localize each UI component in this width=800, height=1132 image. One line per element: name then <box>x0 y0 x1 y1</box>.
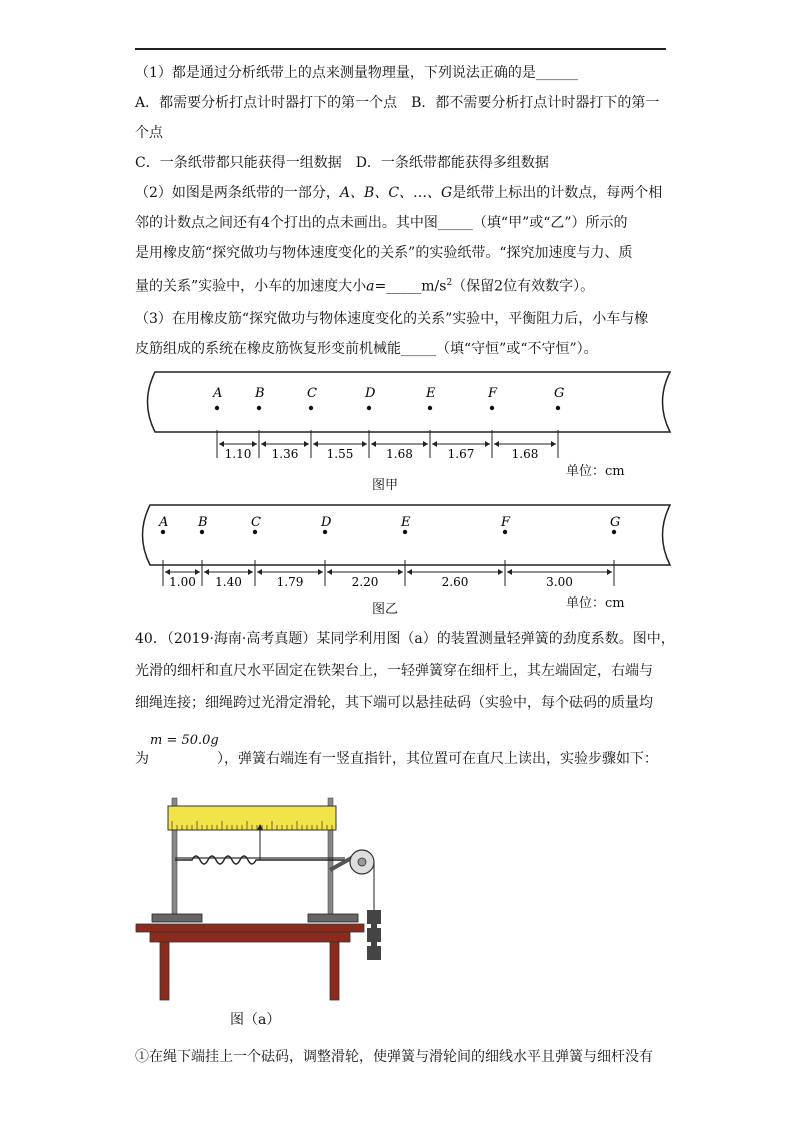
tape-yi <box>143 505 671 589</box>
tape-jia-caption: 图甲 <box>372 478 399 493</box>
tape-jia-arrow <box>261 441 266 447</box>
tape-yi-point-F <box>503 530 507 534</box>
tape-jia-arrow <box>551 441 556 447</box>
tape-yi-point-B <box>200 530 204 534</box>
tape-yi-segment-6: 3.00 <box>546 575 573 589</box>
q40-line4: 为 ），弹簧右端连有一竖直指针，其位置可在直尺上读出，实验步骤如下： <box>135 751 658 767</box>
tape-yi-arrow <box>407 569 412 575</box>
tape-yi-segment-4: 2.20 <box>351 575 379 589</box>
tape-yi-point-E <box>403 530 407 534</box>
tape-yi-arrow <box>248 569 253 575</box>
tape-yi-point-label-D: D <box>321 515 332 530</box>
q40-line1: 40．（2019·海南·高考真题）某同学利用图（a）的装置测量轻弹簧的劲度系数。图中， <box>135 631 675 647</box>
tape-yi-arrow <box>204 569 209 575</box>
tape-jia-arrow <box>371 441 376 447</box>
figure-a-caption: 图（a） <box>230 1012 281 1028</box>
tape-jia-segment-2: 1.36 <box>271 447 299 461</box>
tape-jia-segment-4: 1.68 <box>386 447 413 461</box>
tape-yi-point-label-E: E <box>401 515 411 530</box>
tape-yi-arrow <box>398 569 403 575</box>
tape-yi-segment-3: 1.79 <box>276 575 304 589</box>
tape-yi-segment-1: 1.00 <box>169 575 196 589</box>
tape-jia-point-label-F: F <box>488 386 498 401</box>
tape-yi-arrow <box>327 569 332 575</box>
ruler <box>168 806 336 830</box>
tape-jia-point-G <box>556 406 560 410</box>
tape-jia-point-B <box>257 406 261 410</box>
tape-yi-arrow <box>257 569 262 575</box>
q1-option-ab: A．都需要分析打点计时器打下的第一个点 B．都不需要分析打点计时器打下的第一 <box>135 95 660 111</box>
q1-option-a-cont: 个点 <box>135 125 163 141</box>
tape-jia-point-E <box>428 406 432 410</box>
tape-yi-point-C <box>253 530 257 534</box>
tape-jia-segment-6: 1.68 <box>511 447 539 461</box>
q2-line2: 邻的计数点之间还有4个打出的点未画出。其中图_____（填“甲”或“乙”）所示的 <box>135 215 628 231</box>
tape-yi-point-G <box>612 530 616 534</box>
tape-yi-point-label-A: A <box>159 515 169 530</box>
q2-line1: （2）如图是两条纸带的一部分，A、B、C、…、G是纸带上标出的计数点，每两个相 <box>135 185 663 201</box>
q3-line1: （3）在用橡皮筋“探究做功与物体速度变化的关系”实验中，平衡阻力后，小车与橡 <box>135 311 649 327</box>
q1-stem: （1）都是通过分析纸带上的点来测量物理量，下列说法正确的是______ <box>135 65 578 81</box>
tape-yi-unit: 单位：cm <box>566 596 625 611</box>
tape-jia-segment-3: 1.55 <box>326 447 354 461</box>
tape-yi-point-label-G: G <box>610 515 621 530</box>
tape-yi-arrow <box>607 569 612 575</box>
tape-yi-segment-2: 1.40 <box>215 575 242 589</box>
q3-line2: 皮筋组成的系统在橡皮筋恢复形变前机械能_____（填“守恒”或“不守恒”）。 <box>135 341 598 357</box>
q40-line3: 细绳连接；细绳跨过光滑定滑轮，其下端可以悬挂砝码（实验中，每个砝码的质量均 <box>135 695 653 711</box>
tape-jia-point-D <box>367 406 371 410</box>
tape-jia-point-A <box>215 406 219 410</box>
tape-jia-point-F <box>490 406 494 410</box>
tape-yi-point-A <box>161 530 165 534</box>
tape-jia-point-label-B: B <box>255 386 265 401</box>
tape-yi-arrow <box>498 569 503 575</box>
q2-line4: 量的关系”实验中，小车的加速度大小$a=\_\_\_\_\_m/s^2$（保留2位有效数字）。 <box>135 278 595 295</box>
tape-jia-point-label-C: C <box>307 386 317 401</box>
table <box>136 924 364 1000</box>
tape-yi-point-label-C: C <box>251 515 261 530</box>
tape-jia-unit: 单位：cm <box>566 464 625 479</box>
q40-step1: ①在绳下端挂上一个砝码，调整滑轮，使弹簧与滑轮间的细线水平且弹簧与细杆没有 <box>135 1049 653 1065</box>
hanging-weights <box>367 910 381 960</box>
tape-yi-point-D <box>323 530 327 534</box>
tape-jia-point-C <box>309 406 313 410</box>
tape-jia-arrow <box>494 441 499 447</box>
tape-jia-point-label-G: G <box>554 386 565 401</box>
tape-jia-arrow <box>313 441 318 447</box>
q2-line3: 是用橡皮筋“探究做功与物体速度变化的关系”的实验纸带。“探究加速度与力、质 <box>135 245 633 261</box>
mass-formula: m = 50.0g <box>150 733 219 748</box>
tape-jia-point-label-A: A <box>213 386 223 401</box>
tape-jia-segment-1: 1.10 <box>224 447 252 461</box>
spring <box>175 856 362 864</box>
tape-jia-arrow <box>485 441 490 447</box>
spring-apparatus-figure <box>130 790 400 1005</box>
tape-jia-segment-5: 1.67 <box>447 447 475 461</box>
tape-jia-arrow <box>423 441 428 447</box>
tape-jia-arrow <box>432 441 437 447</box>
tape-yi-segment-5: 2.60 <box>441 575 469 589</box>
tape-jia <box>148 372 671 461</box>
tape-yi-arrow <box>318 569 323 575</box>
tape-yi-point-label-F: F <box>501 515 511 530</box>
tape-jia-point-label-E: E <box>426 386 436 401</box>
pulley <box>330 850 374 874</box>
tape-jia-arrow <box>362 441 367 447</box>
tape-yi-arrow <box>507 569 512 575</box>
tape-jia-arrow <box>304 441 309 447</box>
tape-yi-point-label-B: B <box>198 515 208 530</box>
tape-jia-point-label-D: D <box>365 386 376 401</box>
q1-option-cd: C．一条纸带都只能获得一组数据 D．一条纸带都能获得多组数据 <box>135 155 549 171</box>
tape-yi-caption: 图乙 <box>372 602 399 617</box>
tape-jia-arrow <box>219 441 224 447</box>
tape-jia-arrow <box>252 441 257 447</box>
q40-line2: 光滑的细杆和直尺水平固定在铁架台上，一轻弹簧穿在细杆上，其左端固定，右端与 <box>135 663 653 679</box>
